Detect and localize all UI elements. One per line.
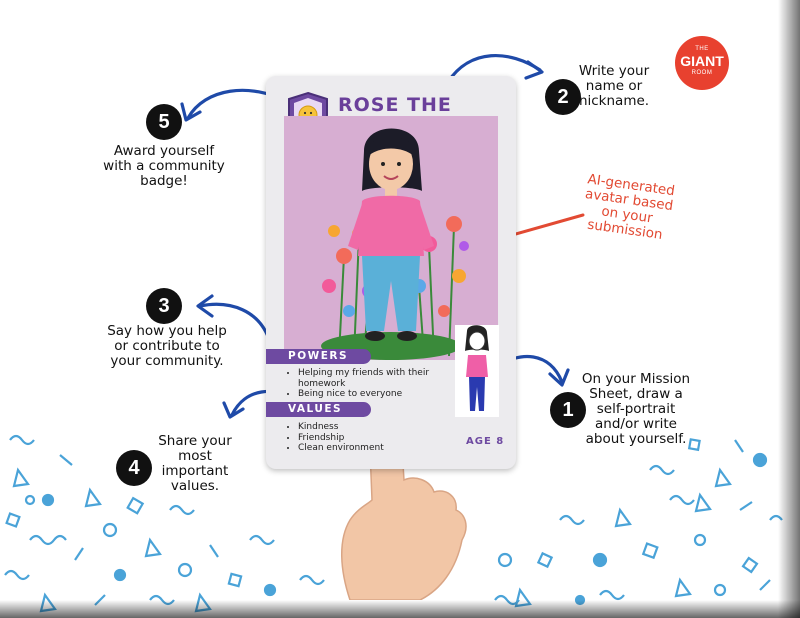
- card-character-name: ROSE THE: [338, 94, 452, 116]
- logo-line-3: ROOM: [691, 70, 713, 76]
- giant-room-logo: [675, 36, 729, 90]
- power-item: • Being nice to everyone: [298, 389, 438, 400]
- values-heading: VALUES: [266, 402, 371, 417]
- ai-avatar-portrait: [284, 116, 498, 360]
- step-2-number: 2: [545, 79, 581, 115]
- step-5-number: 5: [146, 104, 182, 140]
- child-self-portrait-drawing: [455, 325, 499, 417]
- ai-avatar-note: AI-generated avatar based on your submission: [584, 171, 676, 243]
- step-4-number: 4: [116, 450, 152, 486]
- age-label: AGE 8: [466, 436, 505, 447]
- step-3-number: 3: [146, 288, 182, 324]
- step-1-number: 1: [550, 392, 586, 428]
- step-4-text: Share your most important values.: [158, 433, 232, 494]
- logo-line-2: GIANT: [680, 53, 724, 69]
- value-item: • Friendship: [298, 433, 448, 444]
- powers-list: [288, 368, 438, 400]
- step-3-text: Say how you help or contribute to your community.: [107, 323, 227, 369]
- logo-line-1: THE: [695, 46, 709, 52]
- values-list: [288, 422, 448, 454]
- page-shadow-right: [778, 0, 800, 618]
- value-item: • Clean environment: [298, 443, 448, 454]
- step-2-text: Write your name or nickname.: [578, 63, 650, 109]
- power-item: • Helping my friends with their homework: [298, 368, 438, 389]
- value-item: • Kindness: [298, 422, 448, 433]
- step-1-text: On your Mission Sheet, draw a self-portrait and/or write about yourself.: [581, 371, 691, 447]
- page-shadow-bottom: [0, 600, 800, 618]
- powers-heading: POWERS: [266, 349, 371, 364]
- step-5-text: Award yourself with a community badge!: [103, 143, 225, 189]
